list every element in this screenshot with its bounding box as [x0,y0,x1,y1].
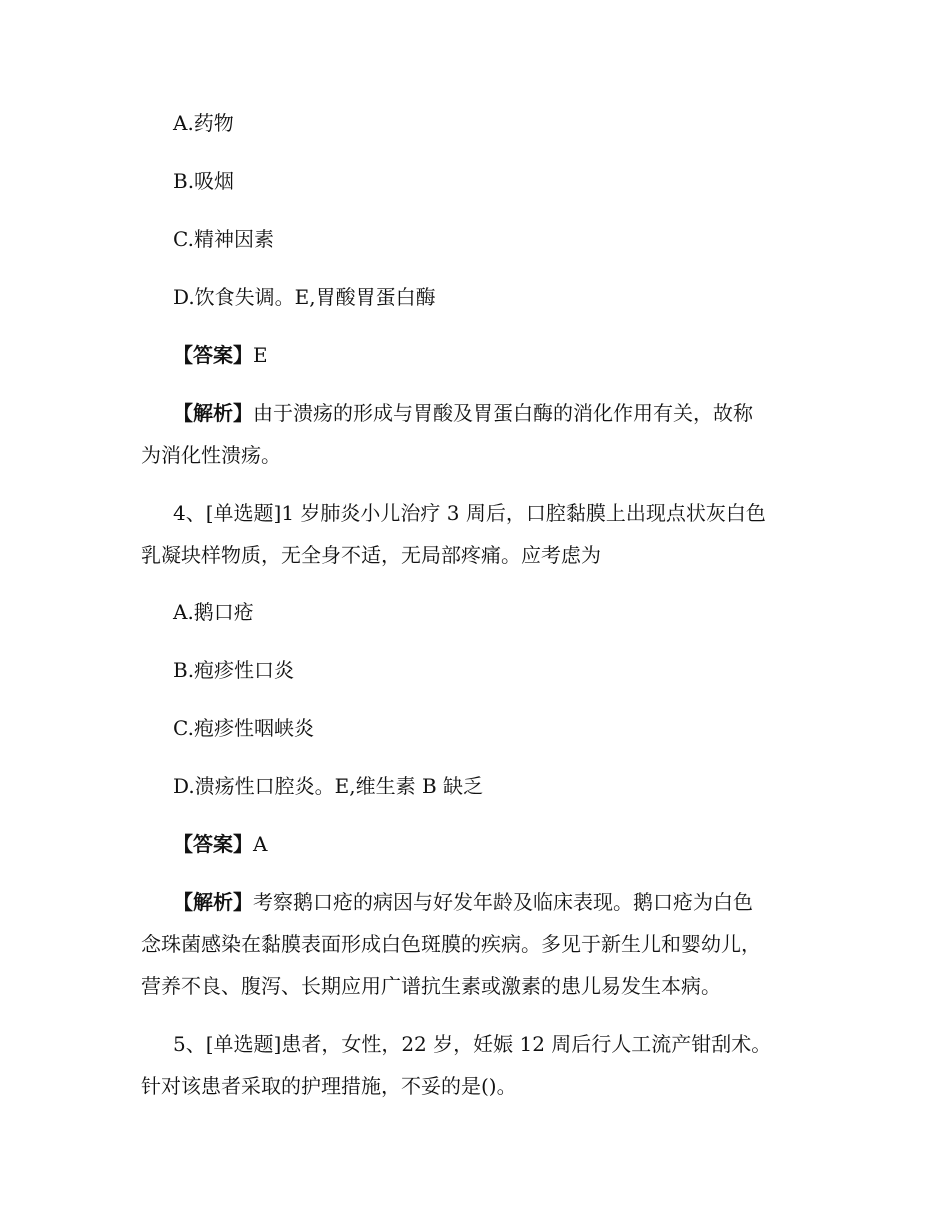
explanation-text: 由于溃疡的形成与胃酸及胃蛋白酶的消化作用有关，故称 [253,401,753,425]
explanation-text: 考察鹅口疮的病因与好发年龄及临床表现。鹅口疮为白色 [253,890,753,914]
q4-explanation-line-3: 营养不良、腹泻、长期应用广谱抗生素或激素的患儿易发生本病。 [141,974,721,998]
q4-stem-line-1: 4、[单选题]1 岁肺炎小儿治疗 3 周后，口腔黏膜上出现点状灰白色 [173,501,766,525]
q3-answer [173,341,268,369]
q3-option-c: C.精神因素 [173,227,274,251]
q3-explanation-line-1 [173,399,753,427]
q3-option-a: A.药物 [173,111,234,135]
q4-explanation-line-2: 念珠菌感染在黏膜表面形成白色斑膜的疾病。多见于新生儿和婴幼儿， [141,932,761,956]
explanation-label: 【解析】 [173,890,253,914]
q3-explanation-line-2: 为消化性溃疡。 [141,443,281,467]
answer-label: 【答案】 [173,832,253,856]
q4-stem-line-2: 乳凝块样物质，无全身不适，无局部疼痛。应考虑为 [141,543,601,567]
q4-explanation-line-1 [173,888,753,916]
explanation-label: 【解析】 [173,401,253,425]
answer-value: A [253,832,268,856]
q5-stem-line-1: 5、[单选题]患者，女性，22 岁，妊娠 12 周后行人工流产钳刮术。 [173,1032,772,1056]
q4-option-c: C.疱疹性咽峡炎 [173,716,314,740]
q4-option-d: D.溃疡性口腔炎。E,维生素 B 缺乏 [173,774,484,798]
q4-answer [173,830,267,858]
answer-label: 【答案】 [173,343,253,367]
q4-option-b: B.疱疹性口炎 [173,658,295,682]
q4-option-a: A.鹅口疮 [173,600,254,624]
answer-value: E [253,343,268,367]
q3-option-b: B.吸烟 [173,169,235,193]
q5-stem-line-2: 针对该患者采取的护理措施，不妥的是()。 [141,1074,517,1098]
q3-option-d: D.饮食失调。E,胃酸胃蛋白酶 [173,285,436,309]
